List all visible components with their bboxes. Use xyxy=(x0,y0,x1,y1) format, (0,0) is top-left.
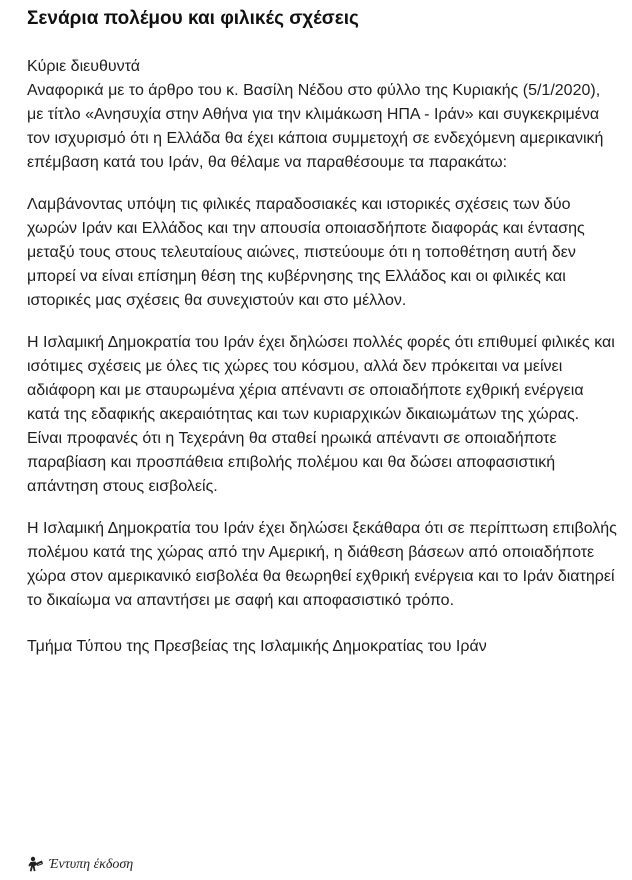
print-edition-label: Έντυπη έκδοση xyxy=(49,857,134,872)
newspaper-vendor-icon xyxy=(25,855,45,875)
print-edition-link[interactable] xyxy=(25,855,133,875)
article-paragraph-4: Η Ισλαμική Δημοκρατία του Ιράν έχει δηλώσει ξεκάθαρα ότι σε περίπτωση επιβολής πολέμου κατά της χώρας από την Αμερική, η διάθεση βάσεων από οποιαδήποτε χώρα στον αμερικανικό εισβολέα θα θεωρηθεί εχθρική ενέργεια και το Ιράν διατηρεί το δικαίωμα να απαντήσει με σαφή και αποφασιστικό τρόπο. xyxy=(27,520,617,609)
article-paragraph-3: Η Ισλαμική Δημοκρατία του Ιράν έχει δηλώσει πολλές φορές ότι επιθυμεί φιλικές και ισότιμες σχέσεις με όλες τις χώρες του κόσμου, αλλά δεν πρόκειται να μείνει αδιάφορη και με σταυρωμένα χέρια απέναντι σε οποιαδήποτε εχθρική ενέργεια κατά της εδαφικής ακεραιότητας και των κυριαρχικών δικαιωμάτων της χώρας. Είναι προφανές ότι η Τεχεράνη θα σταθεί ηρωικά απέναντι σε οποιαδήποτε παραβίαση και προσπάθεια επιβολής πολέμου και θα δώσει αποφασιστική απάντηση στους εισβολείς. xyxy=(27,334,615,495)
article-paragraph-2: Λαμβάνοντας υπόψη τις φιλικές παραδοσιακές και ιστορικές σχέσεις των δύο χωρών Ιράν και Ελλάδος και την απουσία οποιασδήποτε διαφοράς και έντασης μεταξύ τους στους τελευταίους αιώνες, πιστεύουμε ότι η τοποθέτηση αυτή δεν μπορεί να είναι επίσημη θέση της κυβέρνησης της Ελλάδος και οι φιλικές και ιστορικές μας σχέσεις θα συνεχιστούν και στο μέλλον. xyxy=(27,196,585,309)
salutation: Κύριε διευθυντά xyxy=(27,58,140,75)
article-paragraph-1: Αναφορικά με το άρθρο του κ. Βασίλη Νέδου στο φύλλο της Κυριακής (5/1/2020), με τίτλο «Ανησυχία στην Αθήνα για την κλιμάκωση ΗΠΑ - Ιράν» και συγκεκριμένα τον ισχυρισμό ότι η Ελλάδα θα έχει κάποια συμμετοχή σε ενδεχόμενη αμερικανική επέμβαση κατά του Ιράν, θα θέλαμε να παραθέσουμε τα παρακάτω: xyxy=(27,82,604,171)
article xyxy=(27,0,617,659)
article-signature: Τμήμα Τύπου της Πρεσβείας της Ισλαμικής Δημοκρατίας του Ιράν xyxy=(27,638,487,655)
article-title: Σενάρια πολέμου και φιλικές σχέσεις xyxy=(27,8,359,29)
